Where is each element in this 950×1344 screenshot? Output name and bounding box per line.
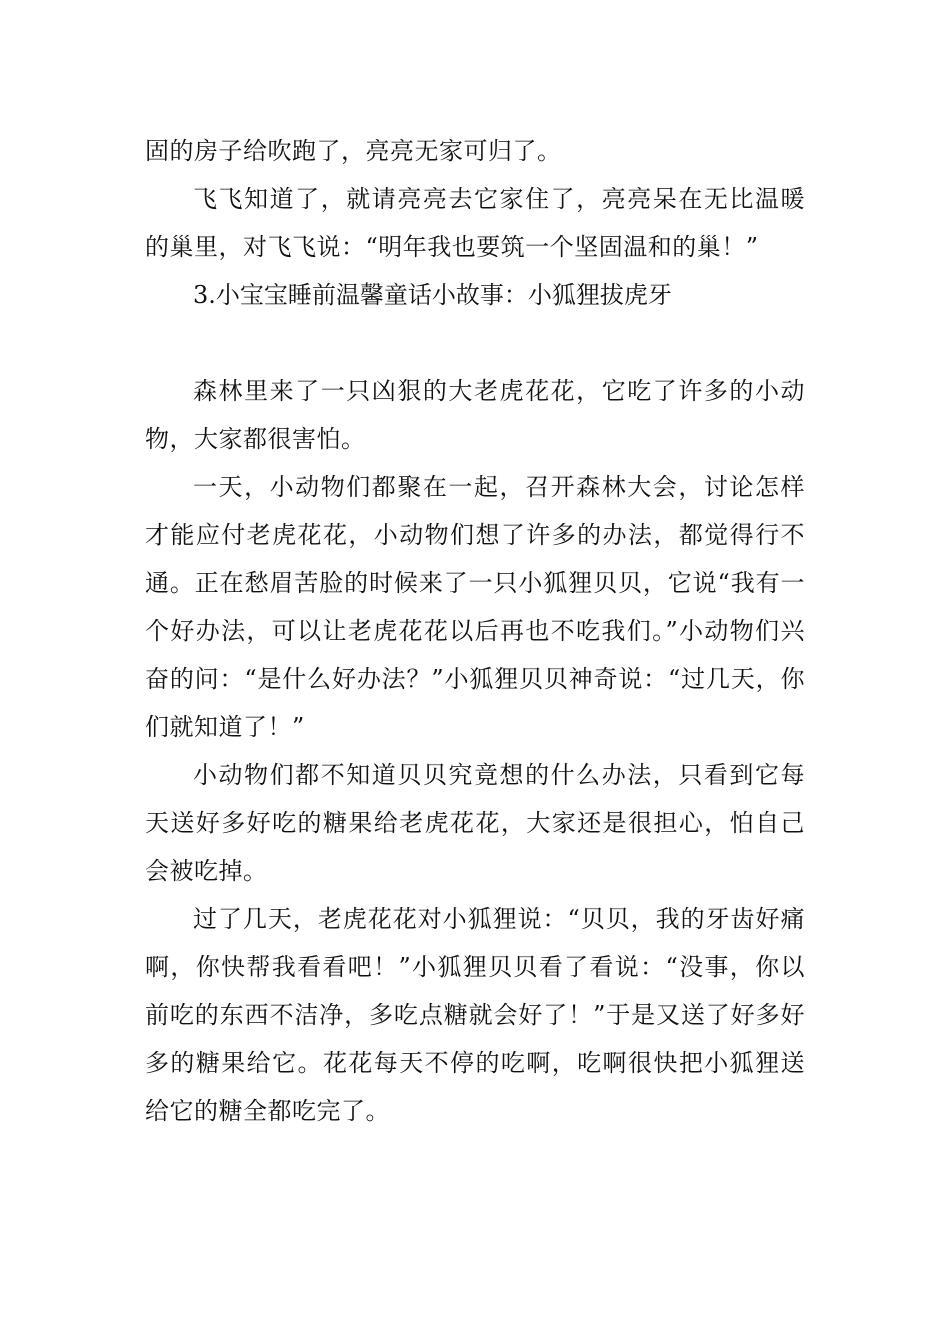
paragraph-candy-gifts: 小动物们都不知道贝贝究竟想的什么办法，只看到它每天送好多好吃的糖果给老虎花花，大家还是很担心，怕自己会被吃掉。 <box>145 761 805 885</box>
paragraph-forest-meeting: 一天，小动物们都聚在一起，召开森林大会，讨论怎样才能应付老虎花花，小动物们想了许多的办法，都觉得行不通。正在愁眉苦脸的时候来了一只小狐狸贝贝，它说“我有一个好办法，可以让老虎花花以后再也不吃我们。”小动物们兴奋的问：“是什么好办法？”小狐狸贝贝神奇说：“过几天，你们就知道了！” <box>145 473 805 741</box>
paragraph-toothache: 过了几天，老虎花花对小狐狸说：“贝贝，我的牙齿好痛啊，你快帮我看看吧！”小狐狸贝贝看了看说：“没事，你以前吃的东西不洁净，多吃点糖就会好了！”于是又送了好多好多的糖果给它。花花每天不停的吃啊，吃啊很快把小狐狸送给它的糖全都吃完了。 <box>145 905 805 1125</box>
document-page <box>145 127 805 1135</box>
paragraph-feifei: 飞飞知道了，就请亮亮去它家住了，亮亮呆在无比温暖的巢里，对飞飞说：“明年我也要筑一个坚固温和的巢！” <box>145 185 805 261</box>
continuation-paragraph: 固的房子给吹跑了，亮亮无家可归了。 <box>145 137 562 165</box>
blank-line <box>145 319 805 367</box>
section-heading: 3.小宝宝睡前温馨童话小故事：小狐狸拔虎牙 <box>193 281 672 309</box>
paragraph-forest-tiger: 森林里来了一只凶狠的大老虎花花，它吃了许多的小动物，大家都很害怕。 <box>145 377 805 453</box>
